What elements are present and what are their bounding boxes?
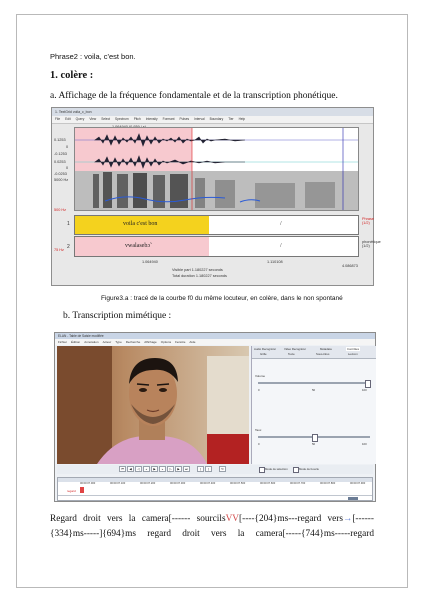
volume-tick-50: 50 xyxy=(312,388,316,392)
transcription-part-1: Regard droit vers la camera[------ sourcils xyxy=(50,514,226,524)
praat-menu-item[interactable]: Spectrum xyxy=(115,117,129,121)
praat-title: 1. TextGrid voila_c_bon xyxy=(52,108,373,116)
timeline-tick-label: 00:00:07.200 xyxy=(140,482,156,485)
loop-mode-label: Mode de boucle xyxy=(299,467,319,471)
timeline-tick-label: 00:00:07.300 xyxy=(170,482,186,485)
praat-menu-item[interactable]: Intensity xyxy=(145,117,158,121)
praat-menu-item[interactable]: Interval xyxy=(194,117,205,121)
tier-label-regard: regard xyxy=(67,489,76,493)
praat-menu-item[interactable]: Pulses xyxy=(179,117,190,121)
elan-menu xyxy=(55,339,375,345)
volume-tick-100: 100 xyxy=(362,388,367,392)
step-forward-button[interactable]: ▷ xyxy=(167,466,174,472)
rate-tick-50: 50 xyxy=(312,442,316,446)
praat-ylabel-1: 0.1253 xyxy=(54,138,66,142)
prev-frame-button[interactable]: ◀ xyxy=(127,466,134,472)
praat-screenshot xyxy=(51,107,381,286)
volume-tick-0: 0 xyxy=(258,388,260,392)
praat-menu-item[interactable]: Edit xyxy=(65,117,71,121)
annotation-marker[interactable] xyxy=(80,487,84,493)
timeline-tick-label: 00:00:07.900 xyxy=(350,482,366,485)
praat-ylabel-3: -0.1253 xyxy=(54,152,67,156)
elan-menu-item[interactable]: Affichage xyxy=(144,340,157,344)
praat-ylabel-5: 0 xyxy=(66,166,69,170)
timeline-tick-label: 00:00:07.000 xyxy=(80,482,96,485)
tab-grille[interactable]: Grille xyxy=(260,352,267,356)
elan-menu-item[interactable]: Aide xyxy=(189,340,196,344)
rate-slider-thumb[interactable] xyxy=(312,434,318,442)
transcription-line-1 xyxy=(50,512,374,527)
speaker-video-image xyxy=(57,346,249,464)
praat-menu-item[interactable]: Formant xyxy=(162,117,175,121)
elan-screenshot xyxy=(54,332,376,502)
elan-menu-item[interactable]: Édition xyxy=(71,340,81,344)
praat-tier1-side: Phrase (1/2) xyxy=(362,217,375,225)
praat-menu xyxy=(52,116,373,124)
volume-slider-thumb[interactable] xyxy=(365,380,371,388)
elan-title: ELAN - Table de Saisie modifiée xyxy=(55,333,375,339)
praat-menu-item[interactable]: Select xyxy=(101,117,111,121)
selection-begin-button[interactable]: [ xyxy=(197,466,204,472)
volume-label: Volume xyxy=(255,374,266,378)
selection-end-button[interactable]: ] xyxy=(205,466,212,472)
praat-tier1-index: 1 xyxy=(67,221,70,227)
tab-metadata[interactable]: Métadata xyxy=(320,347,332,351)
rate-tick-0: 0 xyxy=(258,442,260,446)
elan-player-controls xyxy=(57,465,373,474)
tab-texte[interactable]: Texte xyxy=(288,352,295,356)
tab-sous-titres[interactable]: Sous-titres xyxy=(316,352,330,356)
step-back-button[interactable]: ◁ xyxy=(135,466,142,472)
timeline-tick-label: 00:00:07.100 xyxy=(110,482,126,485)
praat-ylabel-2: 0 xyxy=(66,145,69,149)
praat-tier-phrase xyxy=(74,215,359,235)
praat-signal-graphic xyxy=(75,128,358,210)
tier-divider xyxy=(58,495,372,496)
elan-timeline[interactable] xyxy=(57,477,373,501)
eyebrows-symbol: VV xyxy=(225,514,239,524)
timeline-tick-label: 00:00:07.700 xyxy=(290,482,306,485)
timeline-tick-label: 00:00:07.500 xyxy=(230,482,246,485)
elan-menu-item[interactable]: Recherche xyxy=(125,340,141,344)
go-start-button[interactable]: ⏮ xyxy=(119,466,126,472)
zoom-slider[interactable] xyxy=(348,497,358,500)
praat-tier1-slash: / xyxy=(280,221,282,227)
praat-ylabel-4: 0.0253 xyxy=(54,160,66,164)
praat-tier2-slash: / xyxy=(280,243,282,249)
selection-mode-label: Mode de sélection xyxy=(265,467,288,471)
subsection-b-heading: b. Transcription mimétique : xyxy=(63,311,172,321)
tab-controles[interactable]: Contrôles xyxy=(347,347,359,351)
loop-button[interactable]: ↻ xyxy=(219,466,226,472)
elan-menu-item[interactable]: Fenêtre xyxy=(175,340,186,344)
rate-label: Taux xyxy=(255,428,262,432)
tab-lexicon[interactable]: Lexicon xyxy=(348,352,358,356)
praat-visible-label: Visible part 1.180227 seconds xyxy=(172,268,223,272)
praat-waveform-area xyxy=(74,127,359,211)
gaze-arrow-icon: → xyxy=(343,514,353,524)
elan-menu-item[interactable]: Acteur xyxy=(102,340,112,344)
timeline-tick-label: 00:00:07.400 xyxy=(200,482,216,485)
elan-controls-panel xyxy=(251,346,376,464)
praat-time-mid: 1.110108 xyxy=(267,260,283,264)
praat-time-end: 4.086873 xyxy=(342,264,358,268)
timeline-tick-label: 00:00:07.600 xyxy=(260,482,276,485)
elan-menu-item[interactable]: Type xyxy=(115,340,122,344)
elan-video-frame xyxy=(57,346,249,464)
caption-figure3a: Figure3.a : tracé de la courbe f0 du même locuteur, en colère, dans le non spontané xyxy=(101,295,343,302)
praat-ylabel-6: -0.0253 xyxy=(54,172,67,176)
elan-menu-item[interactable]: Fichier xyxy=(58,340,68,344)
timeline-tick-label: 00:00:07.800 xyxy=(320,482,336,485)
praat-pitch-top: 500 Hz xyxy=(54,208,67,212)
transcription-part-3: [------ xyxy=(352,514,374,524)
praat-tier1-text: voila c'est bon xyxy=(123,221,158,227)
praat-menu-item[interactable]: Tier xyxy=(228,117,234,121)
section-heading: 1. colère : xyxy=(50,70,94,81)
volume-slider[interactable] xyxy=(258,382,370,384)
praat-time-start: 1.064940 xyxy=(142,260,158,264)
praat-pitch-bottom: 75 Hz xyxy=(54,248,64,252)
praat-tier2-text: vwalasebɔ̃ xyxy=(125,243,150,249)
praat-tier2-side: phonétique (1/2) xyxy=(362,240,381,248)
go-end-button[interactable]: ⏭ xyxy=(183,466,190,472)
forward-button[interactable]: » xyxy=(159,466,166,472)
play-button[interactable]: ▶ xyxy=(151,466,158,472)
subsection-a-heading: a. Affichage de la fréquence fondamentale et de la transcription phonétique. xyxy=(50,91,338,101)
praat-tier-phonetique xyxy=(74,236,359,257)
praat-tier2-index: 2 xyxy=(67,244,70,250)
next-frame-button[interactable]: ▶ xyxy=(175,466,182,472)
praat-menu-item[interactable]: File xyxy=(55,117,61,121)
phrase-line: Phrase2 : voila, c'est bon. xyxy=(50,52,136,61)
elan-tabs xyxy=(252,346,376,359)
rate-tick-100: 100 xyxy=(362,442,367,446)
praat-menu-item[interactable]: Boundary xyxy=(209,117,224,121)
rewind-button[interactable]: « xyxy=(143,466,150,472)
elan-menu-item[interactable]: Options xyxy=(160,340,172,344)
praat-total-label: Total duration 1.180227 seconds xyxy=(172,274,227,278)
tab-audio-recognizer[interactable]: Audio Recognizer xyxy=(254,347,277,351)
praat-ylabel-7: 5000 Hz xyxy=(54,178,69,182)
elan-menu-item[interactable]: Annotation xyxy=(84,340,99,344)
praat-menu-item[interactable]: Pitch xyxy=(133,117,141,121)
mimetic-transcription xyxy=(50,512,374,542)
transcription-line-2: {334}ms-----]{694}ms regard droit vers la camera[-----{744}ms-----regard xyxy=(50,529,374,539)
praat-menu-item[interactable]: View xyxy=(89,117,97,121)
praat-menu-item[interactable]: Help xyxy=(238,117,246,121)
tab-video-recognizer[interactable]: Video Recognizer xyxy=(284,347,307,351)
praat-menu-item[interactable]: Query xyxy=(75,117,85,121)
transcription-part-2: [----{204}ms---regard vers xyxy=(239,514,344,524)
